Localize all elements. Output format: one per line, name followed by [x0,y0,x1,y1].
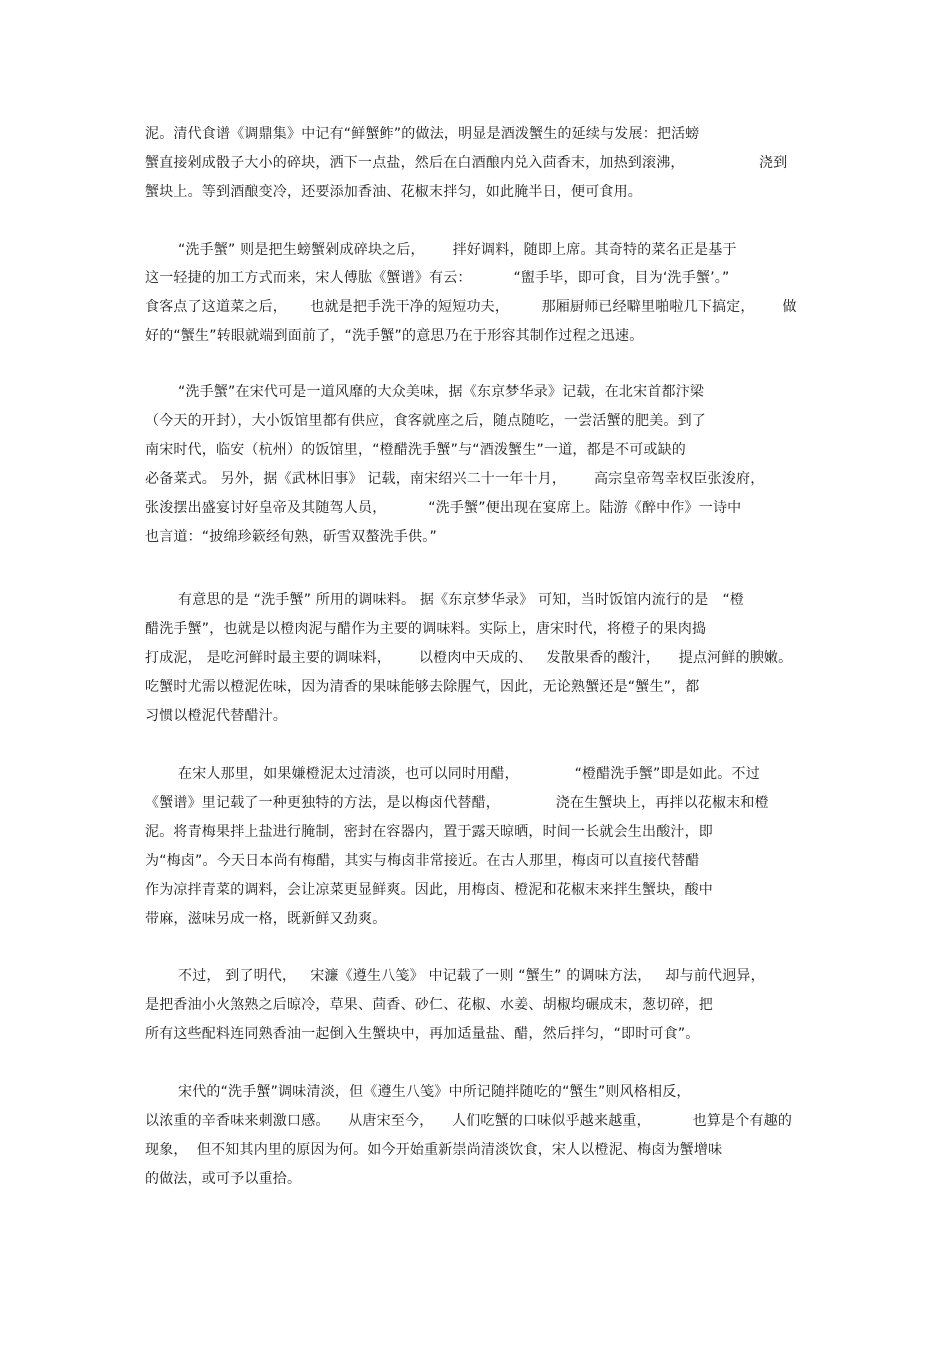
text-line: 有意思的是 “洗手蟹” 所用的调味料。 据《东京梦华录》 可知，当时饭馆内流行的是 “橙 [178,592,745,608]
text-line: 张浚摆出盛宴讨好皇帝及其随驾人员， “洗手蟹”便出现在宴席上。陆游《醉中作》一诗中 [145,500,742,516]
text-line: 南宋时代，临安（杭州）的饭馆里，“橙醋洗手蟹”与“酒泼蟹生”一道，都是不可或缺的 [145,442,687,458]
text-line: 泥。将青梅果拌上盐进行腌制，密封在容器内，置于露天晾晒，时间一长就会生出酸汁，即 [145,824,713,840]
text-line: 不过， 到了明代， 宋濂《遵生八笺》 中记载了一则 “蟹生” 的调味方法， 却与前代迥异， [178,968,765,984]
text-line: 《蟹谱》里记载了一种更独特的方法，是以梅卤代替醋， 浇在生蟹块上，再拌以花椒末和橙 [145,795,769,811]
text-line: 以浓重的辛香味来刺激口感。 从唐宋至今， 人们吃蟹的口味似乎越来越重， 也算是个有趣的 [145,1113,793,1129]
text-line: （今天的开封），大小饭馆里都有供应，食客就座之后，随点随吃，一尝活蟹的肥美。到了 [145,413,706,429]
text-line: 必备菜式。 另外，据《武林旧事》 记载，南宋绍兴二十一年十月， 高宗皇帝驾幸权臣张浚府， [145,471,765,487]
text-line: 泥。清代食谱《调鼎集》中记有“鲜蟹鲊”的做法，明显是酒泼蟹生的延续与发展：把活螃 [145,126,700,142]
text-line: 醋洗手蟹”，也就是以橙肉泥与醋作为主要的调味料。实际上，唐宋时代，将橙子的果肉捣 [145,621,707,637]
text-line: 打成泥， 是吃河鲜时最主要的调味料， 以橙肉中天成的、 发散果香的酸汁， 提点河鲜的腴嫩。 [145,650,793,666]
text-line: 这一轻捷的加工方式而来，宋人傅肱《蟹谱》有云： “盥手毕，即可食，目为‘洗手蟹’。” [145,270,730,286]
text-line: 蟹直接剁成骰子大小的碎块，洒下一点盐，然后在白酒酿内兑入茴香末，加热到滚沸， 浇到 [145,155,788,171]
text-line: 为“梅卤”。今天日本尚有梅醋，其实与梅卤非常接近。在古人那里，梅卤可以直接代替醋 [145,853,700,869]
text-line: 作为凉拌青菜的调料，会让凉菜更显鲜爽。因此，用梅卤、橙泥和花椒末来拌生蟹块，酸中 [145,882,713,898]
text-line: 吃蟹时尤需以橙泥佐味，因为清香的果味能够去除腥气，因此，无论熟蟹还是“蟹生”，都 [145,679,700,695]
text-line: 带麻，滋味另成一格，既新鲜又劲爽。 [145,911,387,927]
text-line: 的做法，或可予以重拾。 [145,1171,302,1187]
text-line: 习惯以橙泥代替醋汁。 [145,708,287,724]
text-line: 也言道：“披绵珍簌经旬熟，斫雪双螯洗手供。” [145,529,437,545]
text-line: 在宋人那里，如果嫌橙泥太过清淡，也可以同时用醋， “橙醋洗手蟹”即是如此。不过 [178,766,760,782]
text-line: 所有这些配料连同熟香油一起倒入生蟹块中，再加适量盐、醋，然后拌匀，“即时可食”。 [145,1026,700,1042]
text-line: 好的“蟹生”转眼就端到面前了，“洗手蟹”的意思乃在于形容其制作过程之迅速。 [145,328,644,344]
text-line: “洗手蟹” 则是把生螃蟹剁成碎块之后， 拌好调料，随即上席。其奇特的菜名正是基于 [178,242,737,258]
text-line: “洗手蟹”在宋代可是一道风靡的大众美味，据《东京梦华录》记载，在北宋首都汴梁 [178,384,705,400]
text-line: 食客点了这道菜之后， 也就是把手洗干净的短短功夫， 那厢厨师已经噼里啪啦几下搞定， 做 [145,299,797,315]
text-line: 宋代的“洗手蟹”调味清淡，但《遵生八笺》中所记随拌随吃的“蟹生”则风格相反， [178,1084,691,1100]
text-line: 是把香油小火煞熟之后晾冷，草果、茴香、砂仁、花椒、水姜、胡椒均碾成末，葱切碎，把 [145,997,713,1013]
text-line: 蟹块上。等到酒酿变冷，还要添加香油、花椒末拌匀，如此腌半日，便可食用。 [145,184,642,200]
text-line: 现象， 但不知其内里的原因为何。如今开始重新崇尚清淡饮食，宋人以橙泥、梅卤为蟹增味 [145,1142,723,1158]
